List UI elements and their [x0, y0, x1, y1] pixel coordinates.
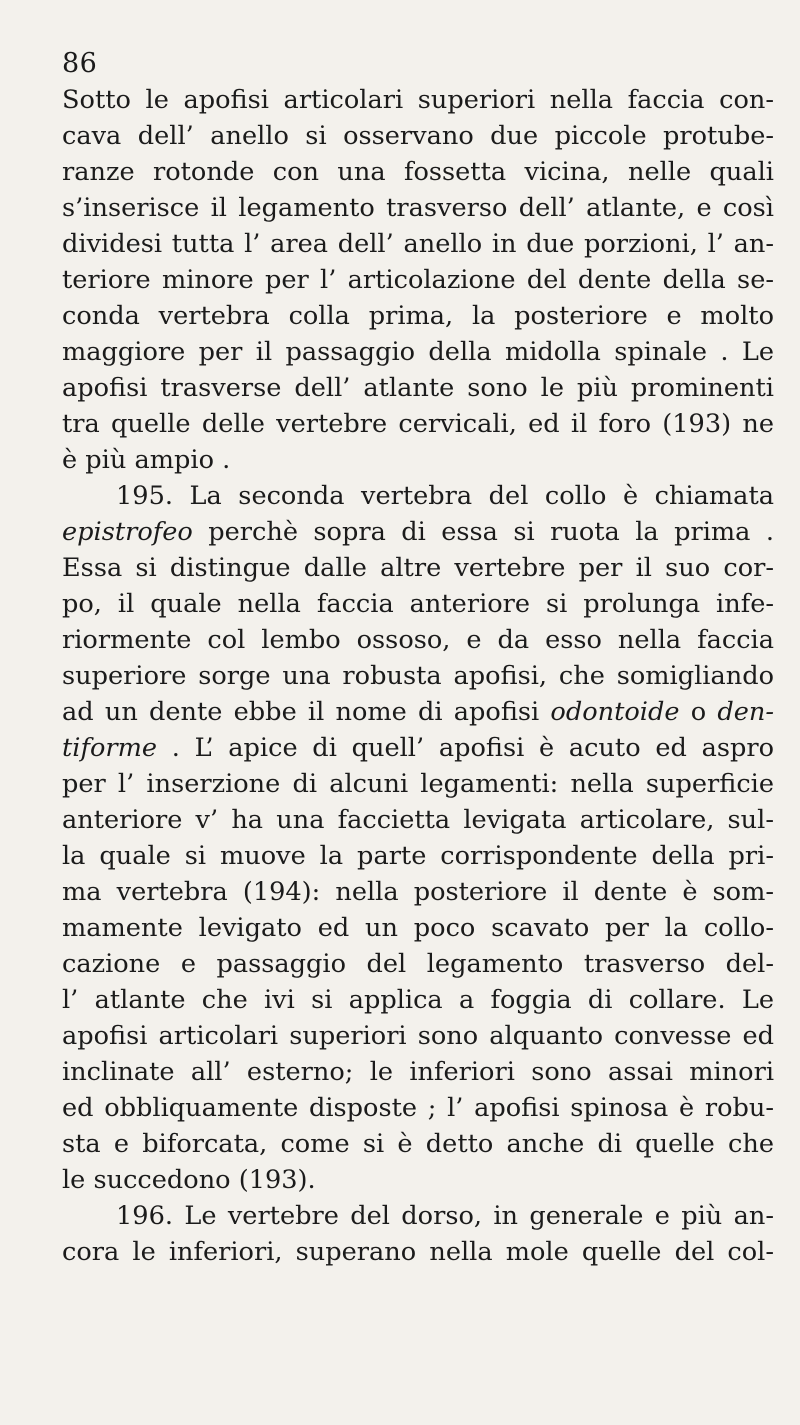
text-line: [62, 262, 774, 298]
text-segment: . L’ apice di quell’ apofisi è acuto ed aspro: [157, 733, 774, 763]
text-line: [62, 514, 774, 550]
text-line: [62, 370, 774, 406]
text-line: [62, 586, 774, 622]
text-segment: ma vertebra (194): nella posteriore il dente è som-: [62, 877, 774, 907]
text-line: [62, 550, 774, 586]
text-segment: ranze rotonde con una fossetta vicina, nelle quali: [62, 157, 774, 187]
text-line: [62, 730, 774, 766]
body-text: [62, 82, 774, 1270]
italic-term: den-: [717, 697, 774, 727]
text-segment: mamente levigato ed un poco scavato per la collo-: [62, 913, 774, 943]
text-segment: la quale si muove la parte corrispondente della pri-: [62, 841, 774, 871]
text-segment: le succedono (193).: [62, 1165, 316, 1195]
text-line: [62, 802, 774, 838]
text-segment: riormente col lembo ossoso, e da esso nella faccia: [62, 625, 774, 655]
text-segment: s’inserisce il legamento trasverso dell’ atlante, e così: [62, 193, 774, 223]
text-line: [62, 1198, 774, 1234]
text-line: [62, 910, 774, 946]
text-line: [62, 442, 774, 478]
text-line: [62, 334, 774, 370]
page-number: 86: [62, 48, 98, 79]
text-line: [62, 694, 774, 730]
text-line: [62, 766, 774, 802]
text-segment: Essa si distingue dalle altre vertebre per il suo cor-: [62, 553, 774, 583]
text-segment: superiore sorge una robusta apofisi, che somigliando: [62, 661, 774, 691]
text-segment: cora le inferiori, superano nella mole quelle del col-: [62, 1237, 774, 1267]
text-segment: po, il quale nella faccia anteriore si prolunga infe-: [62, 589, 774, 619]
text-segment: cava dell’ anello si osservano due piccole protube-: [62, 121, 774, 151]
text-segment: o: [679, 697, 718, 727]
text-line: [62, 874, 774, 910]
text-segment: anteriore v’ ha una faccietta levigata articolare, sul-: [62, 805, 774, 835]
text-segment: 196. Le vertebre del dorso, in generale e più an-: [116, 1201, 774, 1231]
text-line: [62, 622, 774, 658]
text-line: [62, 946, 774, 982]
text-segment: tra quelle delle vertebre cervicali, ed il foro (193) ne: [62, 409, 774, 439]
text-line: [62, 190, 774, 226]
text-line: [62, 82, 774, 118]
text-segment: è più ampio .: [62, 445, 231, 475]
text-segment: maggiore per il passaggio della midolla spinale . Le: [62, 337, 774, 367]
text-line: [62, 154, 774, 190]
text-segment: ad un dente ebbe il nome di apofisi: [62, 697, 551, 727]
text-line: [62, 478, 774, 514]
text-line: [62, 298, 774, 334]
text-line: [62, 1126, 774, 1162]
text-segment: cazione e passaggio del legamento trasverso del-: [62, 949, 774, 979]
text-segment: 195. La seconda vertebra del collo è chiamata: [116, 481, 774, 511]
italic-term: epistrofeo: [62, 517, 193, 547]
text-line: [62, 838, 774, 874]
text-line: [62, 118, 774, 154]
italic-term: odontoide: [550, 697, 680, 727]
text-segment: Sotto le apofisi articolari superiori nella faccia con-: [62, 85, 774, 115]
text-segment: conda vertebra colla prima, la posteriore e molto: [62, 301, 774, 331]
italic-term: tiforme: [62, 733, 158, 763]
text-segment: apofisi articolari superiori sono alquanto convesse ed: [62, 1021, 774, 1051]
text-segment: apofisi trasverse dell’ atlante sono le più prominenti: [62, 373, 774, 403]
text-segment: l’ atlante che ivi si applica a foggia di collare. Le: [62, 985, 774, 1015]
text-line: [62, 1162, 774, 1198]
text-line: [62, 982, 774, 1018]
text-segment: ed obbliquamente disposte ; l’ apofisi spinosa è robu-: [62, 1093, 774, 1123]
text-segment: sta e biforcata, come si è detto anche di quelle che: [62, 1129, 774, 1159]
text-line: [62, 1090, 774, 1126]
text-line: [62, 1054, 774, 1090]
text-line: [62, 658, 774, 694]
text-line: [62, 226, 774, 262]
text-segment: per l’ inserzione di alcuni legamenti: nella superficie: [62, 769, 774, 799]
text-segment: dividesi tutta l’ area dell’ anello in due porzioni, l’ an-: [62, 229, 774, 259]
text-line: [62, 1018, 774, 1054]
text-segment: inclinate all’ esterno; le inferiori sono assai minori: [62, 1057, 774, 1087]
text-segment: perchè sopra di essa si ruota la prima .: [192, 517, 774, 547]
text-segment: teriore minore per l’ articolazione del dente della se-: [62, 265, 774, 295]
text-line: [62, 406, 774, 442]
text-line: [62, 1234, 774, 1270]
